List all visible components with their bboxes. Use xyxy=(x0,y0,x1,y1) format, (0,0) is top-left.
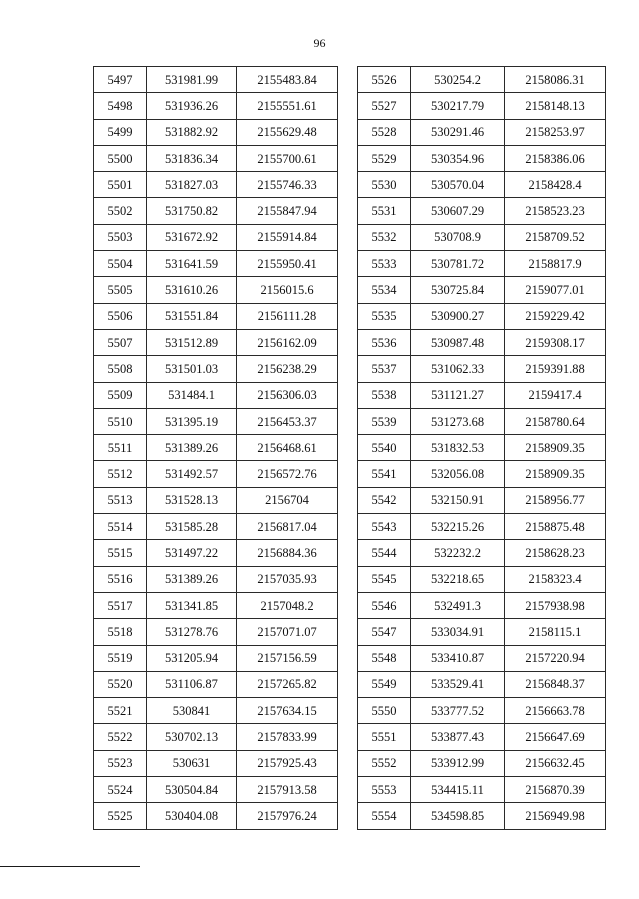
point-number-cell: 5516 xyxy=(94,566,147,592)
x-coordinate-cell: 534415.11 xyxy=(411,777,505,803)
x-coordinate-cell: 530708.9 xyxy=(411,224,505,250)
point-number-cell: 5503 xyxy=(94,224,147,250)
x-coordinate-cell: 531750.82 xyxy=(147,198,237,224)
y-coordinate-cell: 2156306.03 xyxy=(237,382,338,408)
y-coordinate-cell: 2158709.52 xyxy=(505,224,606,250)
table-row xyxy=(94,224,338,250)
y-coordinate-cell: 2156817.04 xyxy=(237,514,338,540)
point-number-cell: 5548 xyxy=(358,645,411,671)
table-row xyxy=(94,619,338,645)
table-row xyxy=(94,67,338,93)
point-number-cell: 5537 xyxy=(358,356,411,382)
x-coordinate-cell: 531512.89 xyxy=(147,329,237,355)
point-number-cell: 5520 xyxy=(94,671,147,697)
table-row xyxy=(94,724,338,750)
point-number-cell: 5553 xyxy=(358,777,411,803)
point-number-cell: 5529 xyxy=(358,145,411,171)
y-coordinate-cell: 2157048.2 xyxy=(237,592,338,618)
y-coordinate-cell: 2155950.41 xyxy=(237,251,338,277)
y-coordinate-cell: 2157925.43 xyxy=(237,750,338,776)
point-number-cell: 5524 xyxy=(94,777,147,803)
table-row xyxy=(94,566,338,592)
x-coordinate-cell: 532215.26 xyxy=(411,514,505,540)
coordinate-table-right xyxy=(357,66,606,830)
x-coordinate-cell: 531121.27 xyxy=(411,382,505,408)
y-coordinate-cell: 2157976.24 xyxy=(237,803,338,829)
point-number-cell: 5540 xyxy=(358,435,411,461)
point-number-cell: 5499 xyxy=(94,119,147,145)
y-coordinate-cell: 2159417.4 xyxy=(505,382,606,408)
y-coordinate-cell: 2156704 xyxy=(237,487,338,513)
point-number-cell: 5533 xyxy=(358,251,411,277)
y-coordinate-cell: 2159391.88 xyxy=(505,356,606,382)
table-row xyxy=(94,356,338,382)
y-coordinate-cell: 2156884.36 xyxy=(237,540,338,566)
table-row xyxy=(358,803,606,829)
table-row xyxy=(94,487,338,513)
point-number-cell: 5507 xyxy=(94,329,147,355)
x-coordinate-cell: 530570.04 xyxy=(411,172,505,198)
x-coordinate-cell: 531832.53 xyxy=(411,435,505,461)
table-row xyxy=(94,93,338,119)
table-row xyxy=(94,514,338,540)
x-coordinate-cell: 530354.96 xyxy=(411,145,505,171)
y-coordinate-cell: 2159308.17 xyxy=(505,329,606,355)
point-number-cell: 5543 xyxy=(358,514,411,540)
x-coordinate-cell: 531551.84 xyxy=(147,303,237,329)
x-coordinate-cell: 531936.26 xyxy=(147,93,237,119)
x-coordinate-cell: 532491.3 xyxy=(411,592,505,618)
y-coordinate-cell: 2157071.07 xyxy=(237,619,338,645)
point-number-cell: 5527 xyxy=(358,93,411,119)
point-number-cell: 5528 xyxy=(358,119,411,145)
table-row xyxy=(358,172,606,198)
y-coordinate-cell: 2158086.31 xyxy=(505,67,606,93)
y-coordinate-cell: 2158115.1 xyxy=(505,619,606,645)
y-coordinate-cell: 2155551.61 xyxy=(237,93,338,119)
y-coordinate-cell: 2155914.84 xyxy=(237,224,338,250)
y-coordinate-cell: 2157220.94 xyxy=(505,645,606,671)
x-coordinate-cell: 533912.99 xyxy=(411,750,505,776)
point-number-cell: 5538 xyxy=(358,382,411,408)
point-number-cell: 5501 xyxy=(94,172,147,198)
y-coordinate-cell: 2157156.59 xyxy=(237,645,338,671)
x-coordinate-cell: 533777.52 xyxy=(411,698,505,724)
table-row xyxy=(358,461,606,487)
point-number-cell: 5508 xyxy=(94,356,147,382)
x-coordinate-cell: 531882.92 xyxy=(147,119,237,145)
y-coordinate-cell: 2155700.61 xyxy=(237,145,338,171)
point-number-cell: 5506 xyxy=(94,303,147,329)
x-coordinate-cell: 530217.79 xyxy=(411,93,505,119)
point-number-cell: 5509 xyxy=(94,382,147,408)
x-coordinate-cell: 531610.26 xyxy=(147,277,237,303)
point-number-cell: 5545 xyxy=(358,566,411,592)
x-coordinate-cell: 533529.41 xyxy=(411,671,505,697)
y-coordinate-cell: 2156949.98 xyxy=(505,803,606,829)
x-coordinate-cell: 531497.22 xyxy=(147,540,237,566)
x-coordinate-cell: 531492.57 xyxy=(147,461,237,487)
x-coordinate-cell: 531341.85 xyxy=(147,592,237,618)
point-number-cell: 5542 xyxy=(358,487,411,513)
table-row xyxy=(94,777,338,803)
y-coordinate-cell: 2157913.58 xyxy=(237,777,338,803)
y-coordinate-cell: 2157833.99 xyxy=(237,724,338,750)
y-coordinate-cell: 2158148.13 xyxy=(505,93,606,119)
table-row xyxy=(358,329,606,355)
table-row xyxy=(358,93,606,119)
table-row xyxy=(94,251,338,277)
footnote-separator-line xyxy=(0,866,140,867)
y-coordinate-cell: 2155483.84 xyxy=(237,67,338,93)
table-row xyxy=(358,277,606,303)
table-row xyxy=(94,119,338,145)
y-coordinate-cell: 2156572.76 xyxy=(237,461,338,487)
x-coordinate-cell: 532232.2 xyxy=(411,540,505,566)
point-number-cell: 5526 xyxy=(358,67,411,93)
table-row xyxy=(358,251,606,277)
y-coordinate-cell: 2159229.42 xyxy=(505,303,606,329)
point-number-cell: 5512 xyxy=(94,461,147,487)
table-row xyxy=(94,303,338,329)
y-coordinate-cell: 2155629.48 xyxy=(237,119,338,145)
point-number-cell: 5539 xyxy=(358,408,411,434)
x-coordinate-cell: 530291.46 xyxy=(411,119,505,145)
table-row xyxy=(94,540,338,566)
table-row xyxy=(94,145,338,171)
y-coordinate-cell: 2158523.23 xyxy=(505,198,606,224)
point-number-cell: 5514 xyxy=(94,514,147,540)
x-coordinate-cell: 530254.2 xyxy=(411,67,505,93)
x-coordinate-cell: 530607.29 xyxy=(411,198,505,224)
table-row xyxy=(94,645,338,671)
point-number-cell: 5500 xyxy=(94,145,147,171)
point-number-cell: 5550 xyxy=(358,698,411,724)
y-coordinate-cell: 2156632.45 xyxy=(505,750,606,776)
point-number-cell: 5541 xyxy=(358,461,411,487)
y-coordinate-cell: 2156848.37 xyxy=(505,671,606,697)
table-row xyxy=(94,592,338,618)
point-number-cell: 5505 xyxy=(94,277,147,303)
point-number-cell: 5511 xyxy=(94,435,147,461)
point-number-cell: 5523 xyxy=(94,750,147,776)
table-row xyxy=(358,67,606,93)
y-coordinate-cell: 2156015.6 xyxy=(237,277,338,303)
x-coordinate-cell: 531836.34 xyxy=(147,145,237,171)
y-coordinate-cell: 2158323.4 xyxy=(505,566,606,592)
point-number-cell: 5530 xyxy=(358,172,411,198)
y-coordinate-cell: 2155847.94 xyxy=(237,198,338,224)
point-number-cell: 5554 xyxy=(358,803,411,829)
y-coordinate-cell: 2158428.4 xyxy=(505,172,606,198)
table-row xyxy=(358,382,606,408)
y-coordinate-cell: 2158628.23 xyxy=(505,540,606,566)
x-coordinate-cell: 531672.92 xyxy=(147,224,237,250)
point-number-cell: 5498 xyxy=(94,93,147,119)
point-number-cell: 5546 xyxy=(358,592,411,618)
table-row xyxy=(358,145,606,171)
table-row xyxy=(358,777,606,803)
y-coordinate-cell: 2156468.61 xyxy=(237,435,338,461)
point-number-cell: 5536 xyxy=(358,329,411,355)
table-row xyxy=(94,329,338,355)
table-row xyxy=(94,461,338,487)
x-coordinate-cell: 533410.87 xyxy=(411,645,505,671)
x-coordinate-cell: 531278.76 xyxy=(147,619,237,645)
point-number-cell: 5515 xyxy=(94,540,147,566)
x-coordinate-cell: 533877.43 xyxy=(411,724,505,750)
table-row xyxy=(358,698,606,724)
y-coordinate-cell: 2157035.93 xyxy=(237,566,338,592)
point-number-cell: 5502 xyxy=(94,198,147,224)
y-coordinate-cell: 2156111.28 xyxy=(237,303,338,329)
x-coordinate-cell: 530702.13 xyxy=(147,724,237,750)
x-coordinate-cell: 532150.91 xyxy=(411,487,505,513)
table-row xyxy=(358,540,606,566)
point-number-cell: 5517 xyxy=(94,592,147,618)
point-number-cell: 5531 xyxy=(358,198,411,224)
table-row xyxy=(94,382,338,408)
point-number-cell: 5504 xyxy=(94,251,147,277)
table-row xyxy=(94,435,338,461)
table-row xyxy=(358,566,606,592)
coordinate-table-right-body xyxy=(358,67,606,830)
point-number-cell: 5544 xyxy=(358,540,411,566)
table-row xyxy=(358,224,606,250)
table-row xyxy=(358,514,606,540)
x-coordinate-cell: 530725.84 xyxy=(411,277,505,303)
point-number-cell: 5534 xyxy=(358,277,411,303)
x-coordinate-cell: 531528.13 xyxy=(147,487,237,513)
x-coordinate-cell: 531273.68 xyxy=(411,408,505,434)
table-row xyxy=(358,645,606,671)
table-row xyxy=(358,356,606,382)
table-row xyxy=(94,750,338,776)
point-number-cell: 5510 xyxy=(94,408,147,434)
point-number-cell: 5532 xyxy=(358,224,411,250)
table-row xyxy=(358,408,606,434)
point-number-cell: 5552 xyxy=(358,750,411,776)
y-coordinate-cell: 2158780.64 xyxy=(505,408,606,434)
y-coordinate-cell: 2156162.09 xyxy=(237,329,338,355)
x-coordinate-cell: 532218.65 xyxy=(411,566,505,592)
x-coordinate-cell: 531106.87 xyxy=(147,671,237,697)
x-coordinate-cell: 530631 xyxy=(147,750,237,776)
point-number-cell: 5521 xyxy=(94,698,147,724)
y-coordinate-cell: 2158253.97 xyxy=(505,119,606,145)
table-row xyxy=(94,277,338,303)
x-coordinate-cell: 530841 xyxy=(147,698,237,724)
page-number: 96 xyxy=(313,36,326,50)
coordinate-table-left xyxy=(93,66,338,830)
y-coordinate-cell: 2155746.33 xyxy=(237,172,338,198)
table-row xyxy=(358,592,606,618)
coordinate-table-left-body xyxy=(94,67,338,830)
table-row xyxy=(94,172,338,198)
x-coordinate-cell: 531062.33 xyxy=(411,356,505,382)
x-coordinate-cell: 531484.1 xyxy=(147,382,237,408)
y-coordinate-cell: 2156870.39 xyxy=(505,777,606,803)
y-coordinate-cell: 2157265.82 xyxy=(237,671,338,697)
point-number-cell: 5547 xyxy=(358,619,411,645)
y-coordinate-cell: 2156453.37 xyxy=(237,408,338,434)
point-number-cell: 5551 xyxy=(358,724,411,750)
y-coordinate-cell: 2156647.69 xyxy=(505,724,606,750)
table-row xyxy=(358,119,606,145)
y-coordinate-cell: 2157938.98 xyxy=(505,592,606,618)
point-number-cell: 5522 xyxy=(94,724,147,750)
x-coordinate-cell: 531981.99 xyxy=(147,67,237,93)
x-coordinate-cell: 530987.48 xyxy=(411,329,505,355)
table-row xyxy=(358,303,606,329)
table-row xyxy=(94,671,338,697)
table-row xyxy=(94,408,338,434)
y-coordinate-cell: 2158909.35 xyxy=(505,461,606,487)
x-coordinate-cell: 534598.85 xyxy=(411,803,505,829)
table-row xyxy=(358,724,606,750)
y-coordinate-cell: 2158386.06 xyxy=(505,145,606,171)
x-coordinate-cell: 530404.08 xyxy=(147,803,237,829)
y-coordinate-cell: 2158817.9 xyxy=(505,251,606,277)
table-row xyxy=(94,803,338,829)
point-number-cell: 5513 xyxy=(94,487,147,513)
x-coordinate-cell: 530781.72 xyxy=(411,251,505,277)
x-coordinate-cell: 531641.59 xyxy=(147,251,237,277)
point-number-cell: 5518 xyxy=(94,619,147,645)
table-row xyxy=(358,750,606,776)
y-coordinate-cell: 2156663.78 xyxy=(505,698,606,724)
table-row xyxy=(358,435,606,461)
y-coordinate-cell: 2156238.29 xyxy=(237,356,338,382)
x-coordinate-cell: 531585.28 xyxy=(147,514,237,540)
x-coordinate-cell: 533034.91 xyxy=(411,619,505,645)
y-coordinate-cell: 2158875.48 xyxy=(505,514,606,540)
point-number-cell: 5519 xyxy=(94,645,147,671)
y-coordinate-cell: 2158909.35 xyxy=(505,435,606,461)
y-coordinate-cell: 2158956.77 xyxy=(505,487,606,513)
x-coordinate-cell: 531501.03 xyxy=(147,356,237,382)
table-row xyxy=(358,619,606,645)
point-number-cell: 5549 xyxy=(358,671,411,697)
x-coordinate-cell: 530900.27 xyxy=(411,303,505,329)
x-coordinate-cell: 530504.84 xyxy=(147,777,237,803)
x-coordinate-cell: 531389.26 xyxy=(147,435,237,461)
x-coordinate-cell: 531395.19 xyxy=(147,408,237,434)
x-coordinate-cell: 531389.26 xyxy=(147,566,237,592)
point-number-cell: 5525 xyxy=(94,803,147,829)
x-coordinate-cell: 531827.03 xyxy=(147,172,237,198)
table-row xyxy=(94,698,338,724)
table-row xyxy=(94,198,338,224)
table-row xyxy=(358,198,606,224)
point-number-cell: 5497 xyxy=(94,67,147,93)
table-row xyxy=(358,487,606,513)
y-coordinate-cell: 2157634.15 xyxy=(237,698,338,724)
x-coordinate-cell: 531205.94 xyxy=(147,645,237,671)
x-coordinate-cell: 532056.08 xyxy=(411,461,505,487)
table-row xyxy=(358,671,606,697)
y-coordinate-cell: 2159077.01 xyxy=(505,277,606,303)
point-number-cell: 5535 xyxy=(358,303,411,329)
